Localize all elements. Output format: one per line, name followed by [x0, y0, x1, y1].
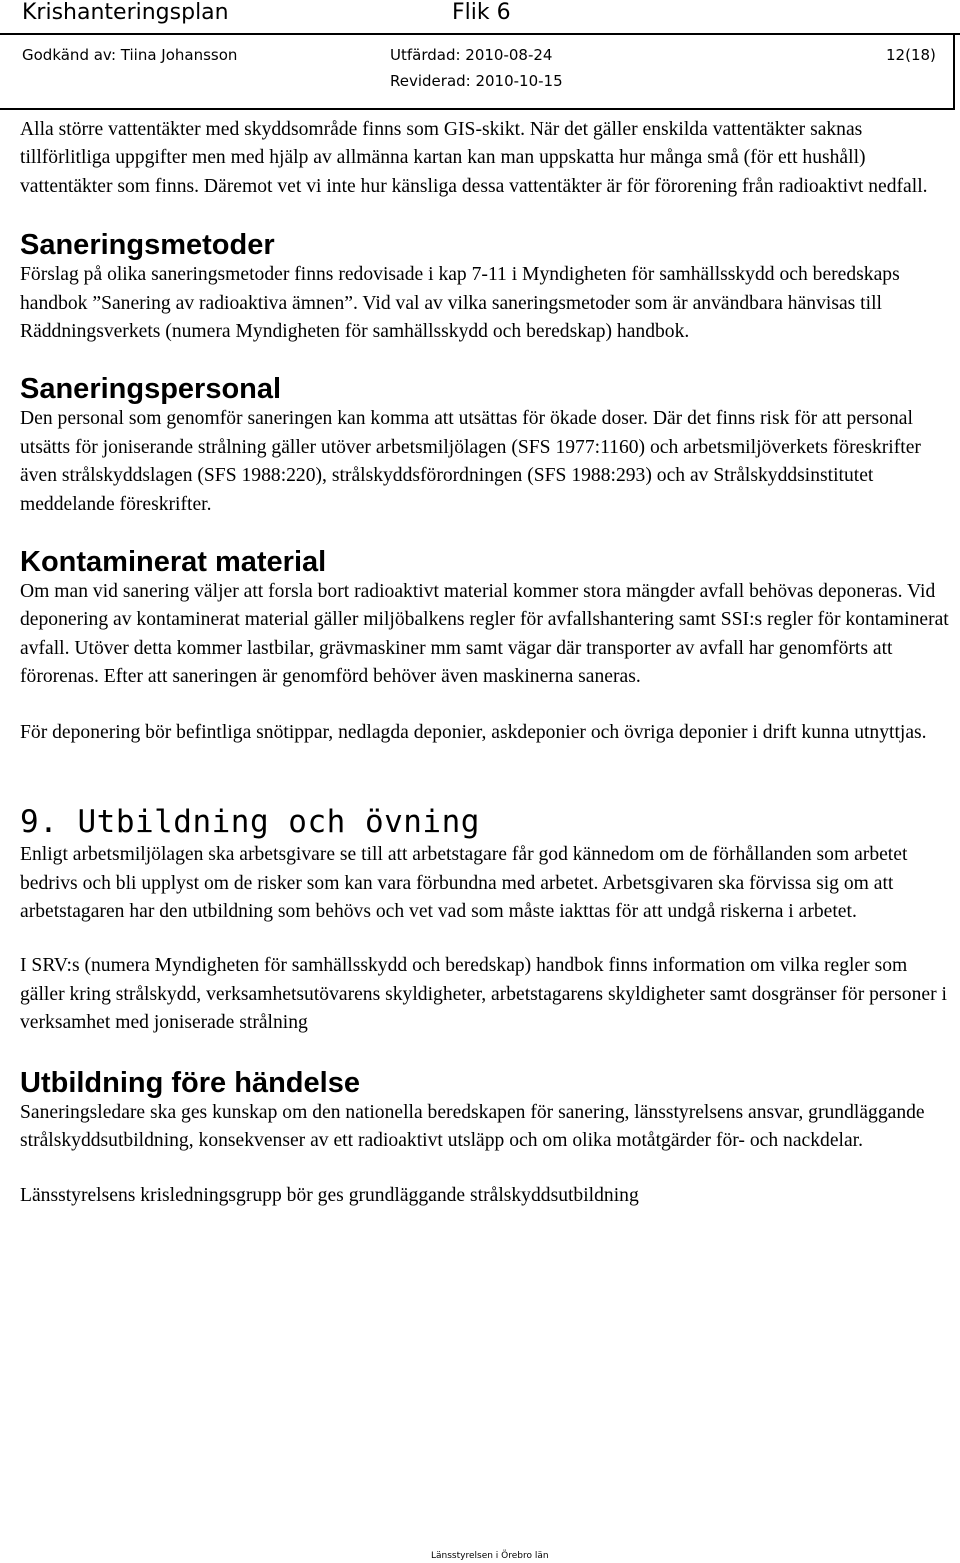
chapter-paragraph: Enligt arbetsmiljölagen ska arbetsgivare se till att arbetstagare får god kännedom om de förhållanden som arbetet bedrivs och bli upplyst om de risker som kan vara förbundna med arbetet. Arbetsgivaren ska förvissa sig om att arbetstagaren har den utbildning som behövs och vet vad som måste iakttas för att undgå riskerna i arbetet.: [20, 844, 908, 922]
revised-date: Reviderad: 2010-10-15: [390, 72, 563, 90]
flik-label: Flik 6: [452, 0, 511, 25]
section-paragraph: Den personal som genomför saneringen kan komma att utsättas för ökade doser. Där det finns risk för att personal utsätts för joniserande strålning gäller utöver arbetsmiljölagen (SFS 1977:1160) och arbetsmiljöverkets föreskrifter även strålskyddslagen (SFS 1988:220), strålskyddsförordningen (SFS 1988:293) och av Strålskyddsinstitutet meddelande föreskrifter.: [20, 408, 921, 515]
section-heading-kontaminerat-material: Kontaminerat material: [20, 546, 327, 579]
section-paragraph: Förslag på olika saneringsmetoder finns redovisade i kap 7-11 i Myndigheten för samhällsskydd och beredskaps handbok ”Sanering av radioaktiva ämnen”. Vid val av vilka saneringsmetoder som är användbara hänvisas till Räddningsverkets (numera Myndigheten för samhällsskydd och beredskap) handbok.: [20, 264, 900, 343]
page-footer: Länsstyrelsen i Örebro län: [431, 1551, 549, 1561]
section-heading-saneringsmetoder: Saneringsmetoder: [20, 229, 275, 262]
document-title: Krishanteringsplan: [22, 0, 229, 25]
section-heading-utbildning: Utbildning före händelse: [20, 1066, 360, 1099]
intro-paragraph: Alla större vattentäkter med skyddsområde finns som GIS-skikt. När det gäller enskilda vattentäkter saknas tillförlitliga uppgifter men med hjälp av allmänna kartan kan man uppskatta hur många små (för ett hushåll) vattentäkter som finns. Däremot vet vi inte hur känsliga dessa vattentäkter är för förorening från radioaktivt nedfall.: [20, 119, 928, 197]
document-body: [20, 116, 950, 1211]
section-paragraph: Saneringsledare ska ges kunskap om den nationella beredskapen för sanering, länsstyrelsens ansvar, grundläggande strålskyddsutbildning, konsekvenser av ett radioaktivt utsläpp och om olika motåtgärder för- och nackdelar.: [20, 1101, 925, 1151]
section-paragraph: För deponering bör befintliga snötippar, nedlagda deponier, askdeponier och övriga deponier i drift kunna utnyttjas.: [20, 721, 927, 743]
section-heading-saneringspersonal: Saneringspersonal: [20, 373, 282, 406]
section-paragraph: Länsstyrelsens krisledningsgrupp bör ges grundläggande strålskyddsutbildning: [20, 1185, 639, 1207]
chapter-heading: 9. Utbildning och övning: [20, 804, 480, 841]
issued-date: Utfärdad: 2010-08-24: [390, 46, 553, 64]
page-header: [0, 0, 960, 110]
approved-by: Godkänd av: Tiina Johansson: [22, 46, 238, 64]
chapter-paragraph: I SRV:s (numera Myndigheten för samhällsskydd och beredskap) handbok finns information om vilka regler som gäller kring strålskydd, verksamhetsutövarens skyldigheter, arbetstagarens skyldigheter samt dosgränser för personer i verksamhet med joniserade strålning: [20, 955, 947, 1034]
page-number: 12(18): [886, 46, 936, 64]
section-paragraph: Om man vid sanering väljer att forsla bort radioaktivt material kommer stora mängder avfall behövas deponeras. Vid deponering av kontaminerat material gäller miljöbalkens regler för avfallshantering samt SSI:s regler för kontaminerat avfall. Utöver detta kommer lastbilar, grävmaskiner mm samt vägar där transporter av avfall har genomförts att förorenas. Efter att saneringen är genomförd behöver även maskinerna saneras.: [20, 581, 949, 688]
